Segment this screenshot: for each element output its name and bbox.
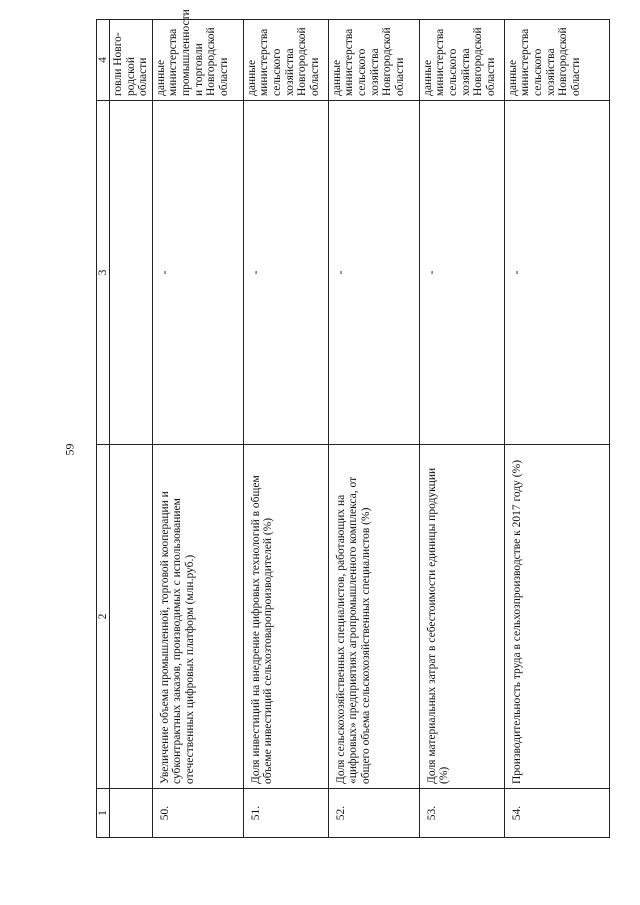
row-number: 52. [328, 789, 419, 838]
row-value: - [152, 101, 243, 445]
row-source: данные министерства сельского хозяйства Новгородской области [243, 20, 328, 101]
table-row [152, 20, 243, 838]
header-col-2: 2 [97, 445, 110, 789]
indicators-table [96, 9, 610, 838]
header-col-4: 4 [97, 20, 110, 101]
table-row [419, 20, 504, 838]
continuation-num-cell [110, 789, 153, 838]
header-col-1: 1 [97, 789, 110, 838]
table-row [243, 20, 328, 838]
row-value: - [328, 101, 419, 445]
row-indicator: Доля сельскохозяйственных специалистов, работающих на «цифровых» предприятиях агропромышленного комплекса, от общего объема сельскохозяйственных специалистов (%) [328, 445, 419, 789]
row-value: - [504, 101, 609, 445]
row-number: 50. [152, 789, 243, 838]
table-header-row [97, 20, 110, 838]
continuation-indicator-cell [110, 445, 153, 789]
row-number: 53. [419, 789, 504, 838]
row-indicator: Доля инвестиций на внедрение цифровых технологий в общем объеме инвестиций сельхозтоваропроизводителей (%) [243, 445, 328, 789]
table-row [328, 20, 419, 838]
continuation-source-cell: говли Новго- родской области [110, 20, 153, 101]
row-source: данные министерства сельского хозяйства Новгородской области [419, 20, 504, 101]
row-source: данные министерства промышленности и торговли Новгородской области [152, 20, 243, 101]
page-number: 59 [62, 443, 77, 456]
row-value: - [243, 101, 328, 445]
row-indicator: Производительность труда в сельхозпроизводстве к 2017 году (%) [504, 445, 609, 789]
rotated-table-container [96, 9, 589, 838]
row-source: данные министерства сельского хозяйства Новгородской области [504, 20, 609, 101]
row-number: 51. [243, 789, 328, 838]
header-col-3: 3 [97, 101, 110, 445]
row-source: данные министерства сельского хозяйства Новгородской области [328, 20, 419, 101]
row-number: 54. [504, 789, 609, 838]
continuation-row [110, 20, 153, 838]
row-indicator: Увеличение объема промышленной, торговой кооперации и субконтрактных заказов, производимых с использованием отечественных цифровых платформ (млн.руб.) [152, 445, 243, 789]
row-indicator: Доля материальных затрат в себестоимости единицы продукции (%) [419, 445, 504, 789]
table-row [504, 20, 609, 838]
continuation-value-cell [110, 101, 153, 445]
row-value: - [419, 101, 504, 445]
